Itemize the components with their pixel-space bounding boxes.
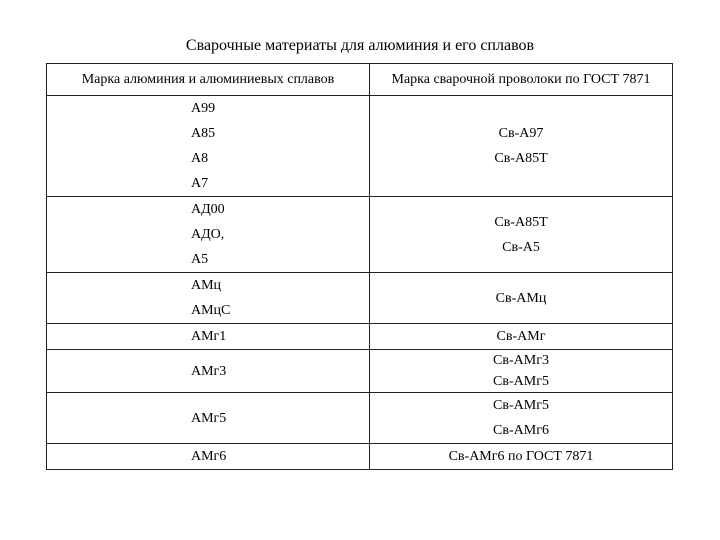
alloy-grade: АМцС xyxy=(191,303,231,318)
alloy-grade: АДО, xyxy=(191,227,225,242)
alloy-cell xyxy=(47,273,370,324)
table-row xyxy=(47,350,673,393)
alloy-grade: А99 xyxy=(191,101,216,116)
alloy-cell xyxy=(47,324,370,350)
alloy-cell xyxy=(47,197,370,273)
alloy-grade: А7 xyxy=(191,176,209,191)
wire-cell xyxy=(370,273,673,324)
alloy-grade: А5 xyxy=(191,252,209,267)
alloy-grade: А8 xyxy=(191,151,209,166)
table-row xyxy=(47,444,673,470)
wire-grade: Св-АМг6 по ГОСТ 7871 xyxy=(448,449,594,464)
wire-cell xyxy=(370,197,673,273)
wire-grade: Св-АМг5 xyxy=(493,398,549,413)
welding-materials-table xyxy=(46,63,673,470)
wire-cell xyxy=(370,393,673,444)
alloy-grade: АД00 xyxy=(191,202,225,217)
header-alloy-grade: Марка алюминия и алюминиевых сплавов xyxy=(47,64,370,96)
alloy-cell xyxy=(47,393,370,444)
table-row xyxy=(47,393,673,444)
table-row xyxy=(47,197,673,273)
wire-cell xyxy=(370,324,673,350)
alloy-grade: АМг6 xyxy=(191,449,227,464)
alloy-cell xyxy=(47,444,370,470)
alloy-grade: АМц xyxy=(191,278,222,293)
alloy-grade: АМг1 xyxy=(191,329,227,344)
wire-grade: Св-АМг3 xyxy=(493,353,549,368)
page-title: Сварочные материаты для алюминия и его сплавов xyxy=(185,37,535,54)
wire-grade: Св-АМг5 xyxy=(493,374,549,389)
table-row xyxy=(47,324,673,350)
table-header-row xyxy=(47,64,673,96)
alloy-grade: АМг5 xyxy=(191,410,227,426)
wire-grade: Св-АМц xyxy=(495,290,547,306)
wire-grade: Св-АМг6 xyxy=(493,423,549,438)
wire-grade: Св-А85Т xyxy=(494,151,548,166)
alloy-grade: АМг3 xyxy=(191,363,227,379)
table-row xyxy=(47,96,673,197)
table-row xyxy=(47,273,673,324)
wire-cell xyxy=(370,96,673,197)
alloy-grade: А85 xyxy=(191,126,216,141)
header-wire-grade: Марка сварочной проволоки по ГОСТ 7871 xyxy=(370,64,673,96)
wire-grade: Св-АМг xyxy=(496,329,546,344)
wire-grade: Св-А5 xyxy=(502,239,540,255)
wire-grade: Св-А85Т xyxy=(494,214,548,230)
wire-grade: Св-А97 xyxy=(498,126,544,141)
alloy-cell xyxy=(47,96,370,197)
wire-cell xyxy=(370,444,673,470)
wire-cell xyxy=(370,350,673,393)
alloy-cell xyxy=(47,350,370,393)
